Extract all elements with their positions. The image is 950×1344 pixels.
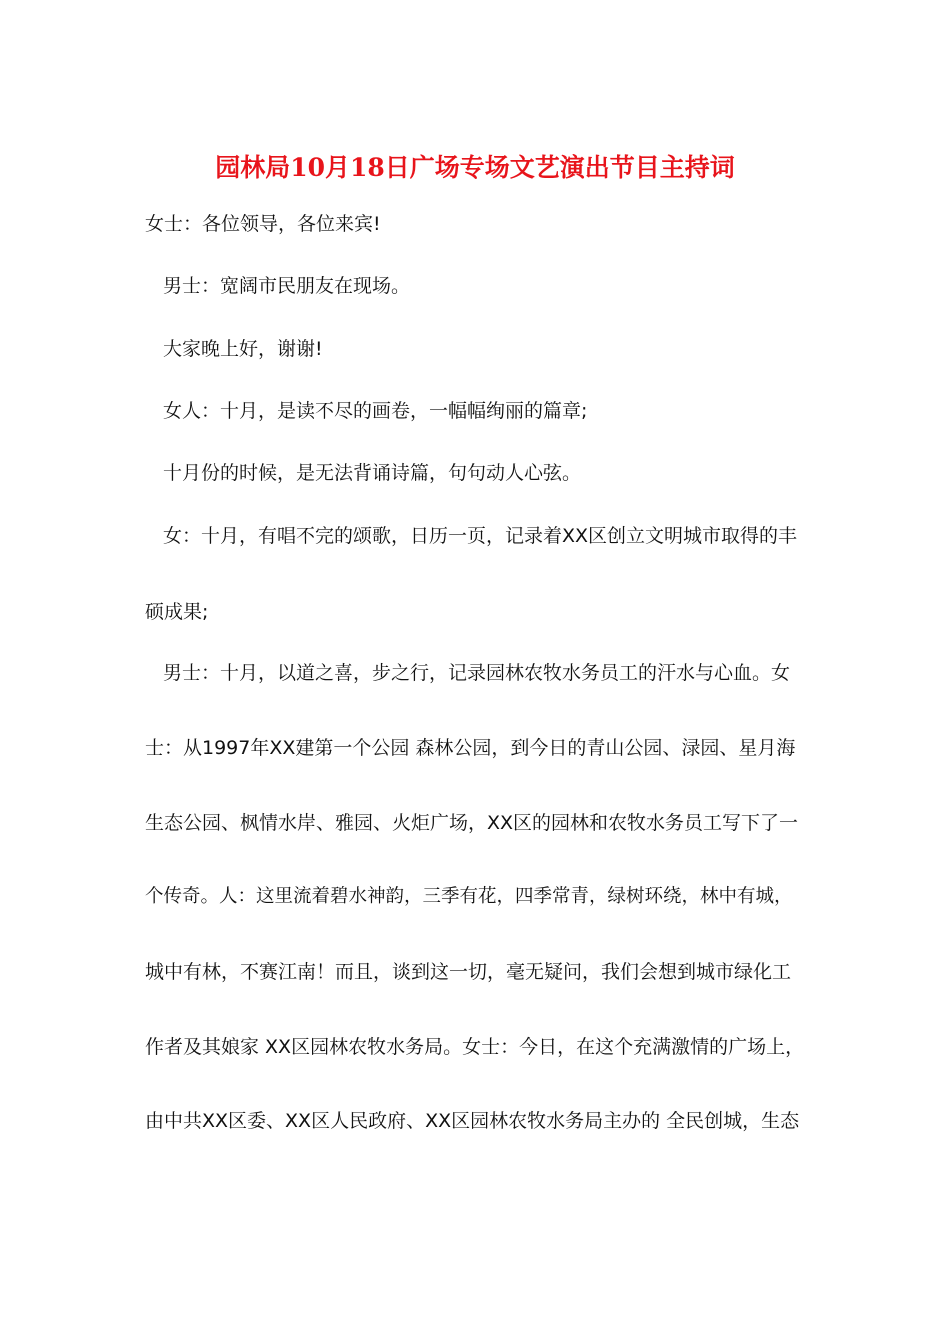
document-title: 园林局10月18日广场专场文艺演出节目主持词 xyxy=(215,153,735,182)
paragraph-line: 生态公园、枫情水岸、雅园、火炬广场，XX区的园林和农牧水务员工写下了一 xyxy=(145,812,799,834)
paragraph-line: 个传奇。人：这里流着碧水神韵，三季有花，四季常青，绿树环绕，林中有城， xyxy=(145,886,793,907)
paragraph-line: 由中共XX区委、XX区人民政府、XX区园林农牧水务局主办的 全民创城，生态 xyxy=(145,1110,800,1132)
paragraph-line: 女：十月，有唱不完的颂歌，日历一页，记录着XX区创立文明城市取得的丰 xyxy=(163,525,798,547)
paragraph-line: 作者及其娘家 XX区园林农牧水务局。女士：今日，在这个充满激情的广场上， xyxy=(145,1036,805,1058)
paragraph-line: 女士：各位领导，各位来宾! xyxy=(145,213,381,235)
paragraph-line: 男士：十月，以道之喜，步之行，记录园林农牧水务员工的汗水与心血。女 xyxy=(163,662,791,684)
paragraph-line: 硕成果; xyxy=(145,601,209,623)
paragraph-line: 十月份的时候，是无法背诵诗篇，句句动人心弦。 xyxy=(163,462,582,484)
paragraph-line: 大家晚上好，谢谢! xyxy=(163,338,323,360)
paragraph-line: 男士：宽阔市民朋友在现场。 xyxy=(163,275,411,297)
paragraph-line: 城中有林，不赛江南！而且，谈到这一切，毫无疑问，我们会想到城市绿化工 xyxy=(145,961,792,983)
paragraph-line: 士：从1997年XX建第一个公园 森林公园，到今日的青山公园、渌园、星月海 xyxy=(145,737,796,759)
paragraph-line: 女人：十月，是读不尽的画卷，一幅幅绚丽的篇章; xyxy=(163,400,588,422)
